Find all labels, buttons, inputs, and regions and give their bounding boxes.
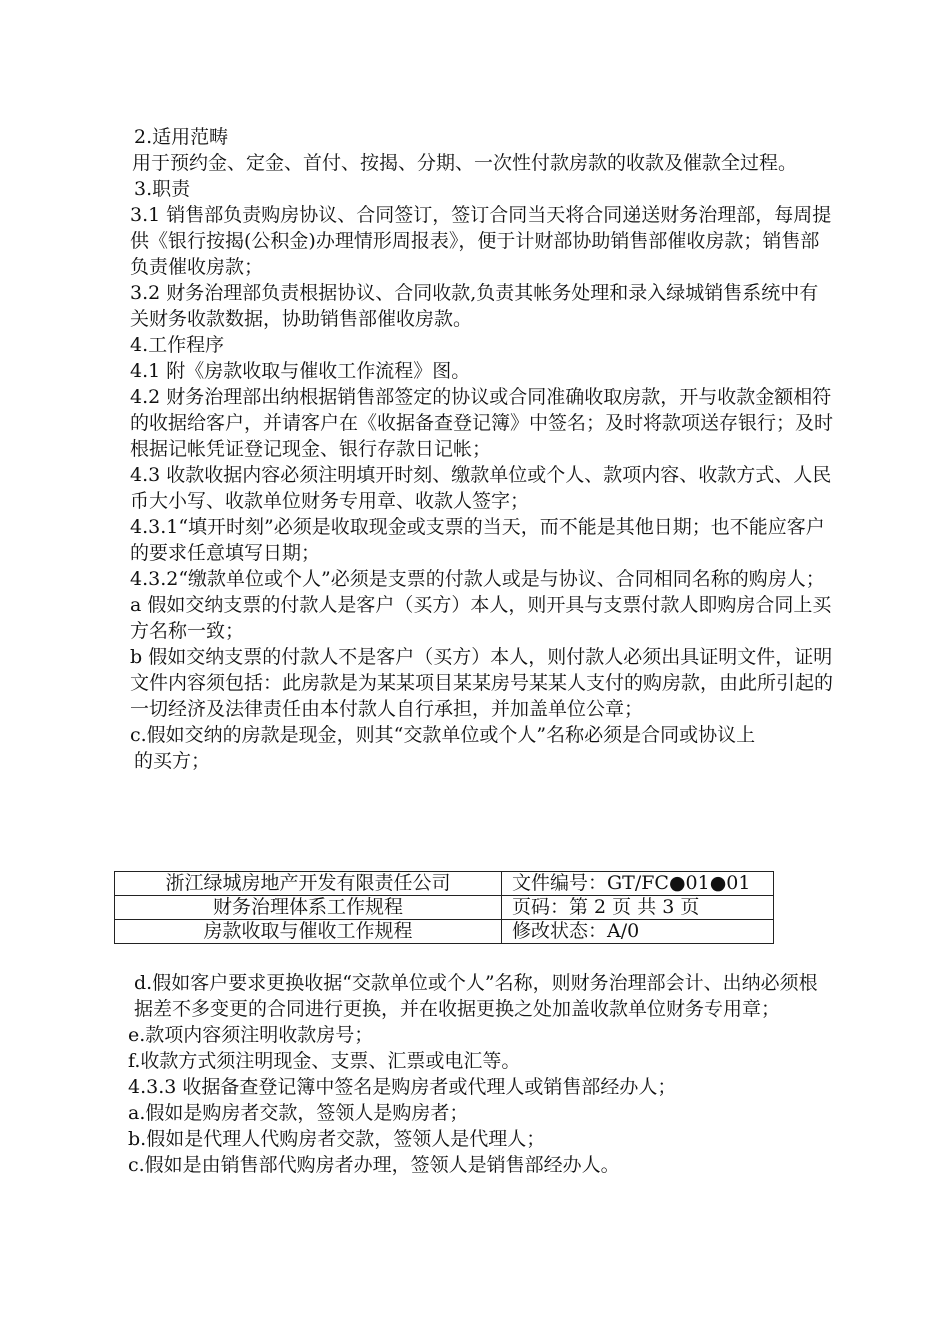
item-d: d.假如客户要求更换收据“交款单位或个人”名称，则财务治理部会计、出纳必须根据差不多变更的合同进行更换，并在收据更换之处加盖收款单位财务专用章； [134,972,818,1020]
procedure-title: 房款收取与催收工作规程 [115,920,502,944]
document-header-table [114,871,774,944]
paragraph-4-3-2: 4.3.2“缴款单位或个人”必须是支票的付款人或是与协议、合同相同名称的购房人； [130,568,825,590]
item-4-3-3-b: b.假如是代理人代购房者交款，签领人是代理人； [128,1128,546,1150]
body-text-top [114,124,836,774]
item-e: e.款项内容须注明收款房号； [128,1024,374,1046]
body-text-bottom [114,970,836,1178]
paragraph-3-2: 3.2 财务治理部负责根据协议、合同收款,负责其帐务处理和录入绿城销售系统中有关财务收款数据，协助销售部催收房款。 [130,282,819,330]
revision-status: 修改状态：A/0 [502,920,774,944]
paragraph-4-3-1: 4.3.1“填开时刻”必须是收取现金或支票的当天，而不能是其他日期；也不能应客户的要求任意填写日期； [130,516,825,564]
system-name: 财务治理体系工作规程 [115,896,502,920]
paragraph-scope: 用于预约金、定金、首付、按揭、分期、一次性付款房款的收款及催款全过程。 [132,152,798,174]
section-heading-scope: 2.适用范畴 [134,126,229,148]
paragraph-3-1: 3.1 销售部负责购房协议、合同签订，签订合同当天将合同递送财务治理部，每周提供《银行按揭(公积金)办理情形周报表》，便于计财部协助销售部催收房款；销售部负责催收房款； [130,204,832,278]
item-a: a 假如交纳支票的付款人是客户（买方）本人，则开具与支票付款人即购房合同上买方名称一致； [130,594,832,642]
item-4-3-3-a: a.假如是购房者交款，签领人是购房者； [128,1102,469,1124]
section-heading-procedure: 4.工作程序 [130,334,225,356]
file-number: 文件编号：GT/FC●01●01 [502,872,774,896]
item-c-continued: 的买方； [134,750,211,772]
item-c: c.假如交纳的房款是现金，则其“交款单位或个人”名称必须是合同或协议上 [130,724,756,746]
paragraph-4-3-3: 4.3.3 收据备查登记簿中签名是购房者或代理人或销售部经办人； [128,1076,677,1098]
paragraph-4-1: 4.1 附《房款收取与催收工作流程》图。 [130,360,471,382]
item-f: f.收款方式须注明现金、支票、汇票或电汇等。 [128,1050,521,1072]
company-name: 浙江绿城房地产开发有限责任公司 [115,872,502,896]
paragraph-4-2: 4.2 财务治理部出纳根据销售部签定的协议或合同准确收取房款，开与收款金额相符的收据给客户，并请客户在《收据备查登记簿》中签名；及时将款项送存银行；及时根据记帐凭证登记现金、银行存款日记帐； [130,386,834,460]
paragraph-4-3: 4.3 收款收据内容必须注明填开时刻、缴款单位或个人、款项内容、收款方式、人民币大小写、收款单位财务专用章、收款人签字； [130,464,832,512]
item-b: b 假如交纳支票的付款人不是客户（买方）本人，则付款人必须出具证明文件，证明文件内容须包括：此房款是为某某项目某某房号某某人支付的购房款，由此所引起的一切经济及法律责任由本付款人自行承担，并加盖单位公章； [130,646,834,720]
page-number: 页码：第 2 页 共 3 页 [502,896,774,920]
section-heading-duties: 3.职责 [134,178,191,200]
item-4-3-3-c: c.假如是由销售部代购房者办理，签领人是销售部经办人。 [128,1154,620,1176]
